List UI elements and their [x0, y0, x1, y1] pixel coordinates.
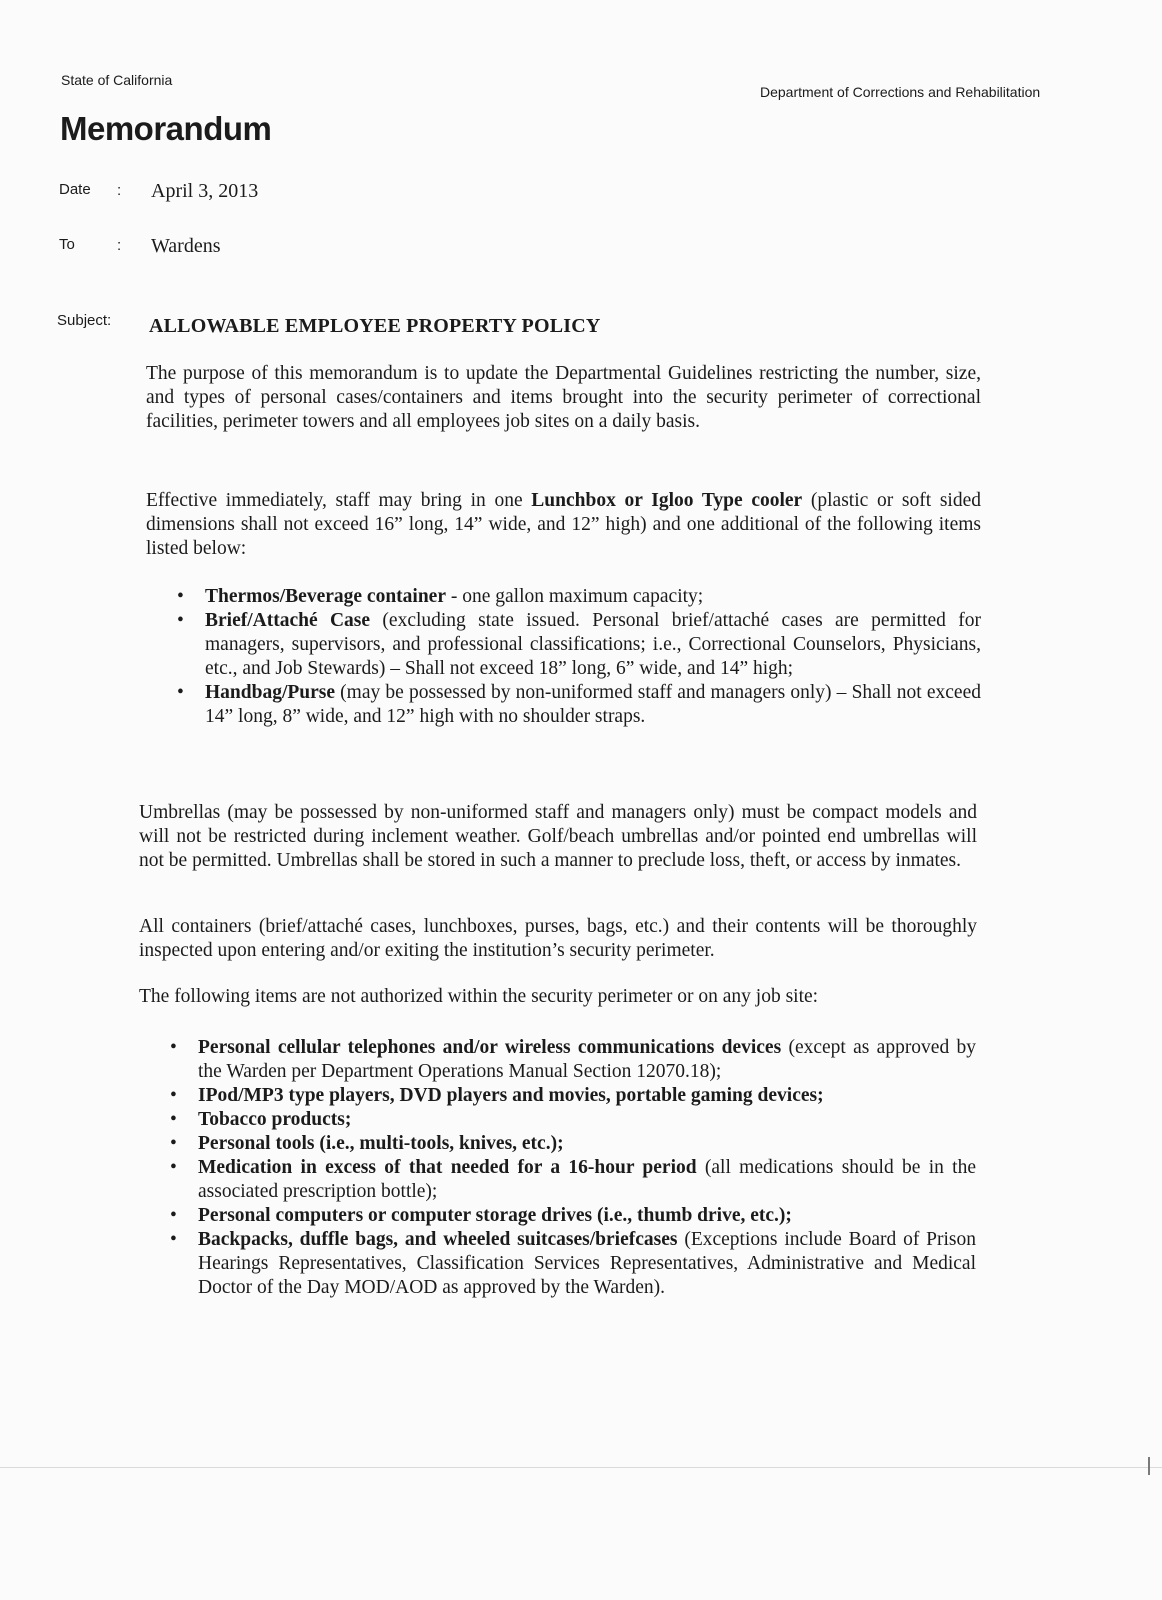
scan-divider: [0, 1467, 1162, 1468]
date-value: April 3, 2013: [151, 180, 259, 202]
item-text: - one gallon maximum capacity;: [445, 586, 704, 607]
to-value: Wardens: [151, 235, 221, 257]
item-text: (may be possessed by non-uniformed staff and managers only) – Shall not exceed 14” long, 8” wide, and 12” high with no shoulder straps.: [205, 682, 981, 727]
list-item: [170, 1084, 976, 1108]
effective-paragraph: [146, 489, 981, 561]
to-colon: :: [117, 237, 122, 254]
item-bold: Personal computers or computer storage drives (i.e., thumb drive, etc.);: [198, 1205, 792, 1226]
item-text: (excluding state issued. Personal brief/attaché cases are permitted for managers, supervisors, and professional classifications; i.e., Correctional Counselors, Physicians, etc., and Job Stewards) – Shall not exceed 18” long, 6” wide, and 14” high;: [205, 610, 981, 679]
date-colon: :: [117, 182, 122, 199]
item-bold: Thermos/Beverage container: [205, 586, 446, 607]
purpose-paragraph: The purpose of this memorandum is to update the Departmental Guidelines restricting the number, size, and types of personal cases/containers and items brought into the security perimeter of correctional facilities, perimeter towers and all employees job sites on a daily basis.: [146, 363, 981, 432]
item-text: (except as approved by the Warden per Department Operations Manual Section 12070.18);: [198, 1037, 976, 1082]
subject-value: ALLOWABLE EMPLOYEE PROPERTY POLICY: [149, 315, 601, 337]
scan-mark: [1148, 1457, 1150, 1475]
not-authorized-paragraph: The following items are not authorized within the security perimeter or on any job site:: [139, 986, 819, 1007]
effective-text-post: (plastic or soft sided dimensions shall not exceed 16” long, 14” wide, and 12” high) and one additional of the following items listed below:: [146, 490, 981, 559]
item-text: (all medications should be in the associated prescription bottle);: [198, 1157, 976, 1202]
bullet-icon: •: [170, 1157, 177, 1178]
list-item: [170, 1156, 976, 1204]
bullet-icon: •: [170, 1109, 177, 1130]
list-item: [170, 1228, 976, 1300]
subject-label: Subject:: [57, 312, 112, 329]
bullet-icon: •: [177, 586, 184, 607]
item-bold: Personal tools (i.e., multi-tools, knives, etc.);: [198, 1133, 564, 1154]
umbrella-paragraph: Umbrellas (may be possessed by non-uniformed staff and managers only) must be compact models and will not be restricted during inclement weather. Golf/beach umbrellas and/or pointed end umbrellas will not be permitted. Umbrellas shall be stored in such a manner to preclude loss, theft, or access by inmates.: [139, 802, 977, 871]
state-label: State of California: [61, 72, 173, 88]
list-item: [170, 1108, 976, 1132]
item-bold: Tobacco products;: [198, 1109, 352, 1130]
item-bold: Backpacks, duffle bags, and wheeled suitcases/briefcases: [198, 1229, 678, 1250]
effective-text-pre: Effective immediately, staff may bring in one: [146, 490, 532, 511]
to-label: To: [59, 236, 75, 253]
allowed-items-list: [177, 585, 981, 729]
inspection-paragraph: All containers (brief/attaché cases, lunchboxes, purses, bags, etc.) and their contents will be thoroughly inspected upon entering and/or exiting the institution’s security perimeter.: [139, 916, 977, 961]
list-item: [177, 585, 981, 609]
item-bold: Brief/Attaché Case: [205, 610, 371, 631]
item-bold: Handbag/Purse: [205, 682, 336, 703]
list-item: [170, 1204, 976, 1228]
department-label: Department of Corrections and Rehabilitation: [760, 84, 1041, 100]
memo-title: Memorandum: [60, 110, 272, 147]
bullet-icon: •: [170, 1205, 177, 1226]
bullet-icon: •: [177, 610, 184, 631]
bullet-icon: •: [170, 1229, 177, 1250]
list-item: [177, 609, 981, 681]
prohibited-items-list: [170, 1036, 976, 1300]
list-item: [170, 1132, 976, 1156]
list-item: [177, 681, 981, 729]
list-item: [170, 1036, 976, 1084]
effective-text-bold: Lunchbox or Igloo Type cooler: [531, 490, 803, 511]
bullet-icon: •: [177, 682, 184, 703]
item-text: (Exceptions include Board of Prison Hearings Representatives, Classification Services Representatives, Administrative and Medical Doctor of the Day MOD/AOD as approved by the Warden).: [198, 1229, 976, 1298]
item-bold: Medication in excess of that needed for a 16-hour period: [198, 1157, 697, 1178]
date-label: Date: [59, 181, 91, 198]
item-bold: Personal cellular telephones and/or wireless communications devices: [198, 1037, 782, 1058]
bullet-icon: •: [170, 1037, 177, 1058]
item-bold: IPod/MP3 type players, DVD players and movies, portable gaming devices;: [198, 1085, 824, 1106]
bullet-icon: •: [170, 1133, 177, 1154]
bullet-icon: •: [170, 1085, 177, 1106]
